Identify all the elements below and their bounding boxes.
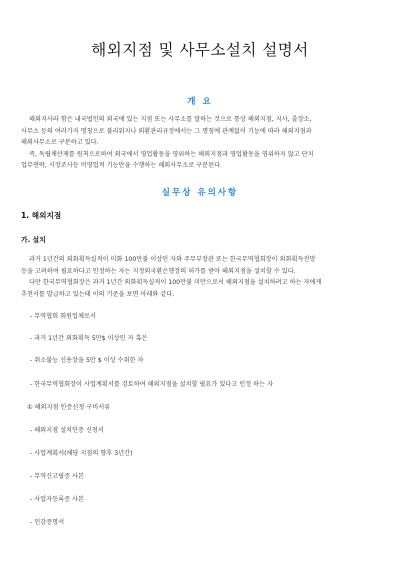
practical-heading: 실무상 유의사항	[161, 188, 239, 198]
required-documents-heading: ① 해외지점 인증신청 구비서류	[27, 404, 111, 411]
setup-paragraph	[21, 254, 381, 300]
setup-line: 다만 한국무역협회장은 과거 1년간 외화획득실적이 100만불 미만으로서 해외지점을 설치하려고 하는 자에게	[29, 279, 322, 286]
overview-paragraph	[21, 114, 381, 172]
overview-line: 즉, 독립채산제를 원칙으로하여 외국에서 영업활동을 영위하는 해외지점과 영업활동을 영위하지 않고 단지	[29, 150, 314, 158]
criteria-item: - 과거 1년간 외화획득 5만$ 이상인 자 혹은	[30, 335, 148, 342]
subsection-heading-setup: 가. 설치	[21, 236, 46, 244]
overview-line: 해외지사라 함은 내국법인의 외국에 있는 지점 또는 사무소를 말하는 것으로 통상 해외지점, 지사, 출장소,	[29, 116, 312, 123]
setup-line: 추천서를 발급하고 있는데 이의 기준을 보면 아래와 같다.	[21, 290, 175, 298]
document-item: - 사업자등록증 사본	[30, 496, 84, 503]
criteria-item: - 취소불능 신용장을 5만 $ 이상 수취한 자	[30, 357, 144, 364]
section-heading-branch: 1. 해외지점	[21, 211, 62, 220]
overview-line: 해외사무소로 구분하고 있다.	[21, 139, 99, 146]
document-item: - 인감증명서	[30, 519, 65, 526]
criteria-item: - 한국무역협회장이 사업계획서를 검토하여 해외지점을 설치할 필요가 있다고 인정 하는 자	[30, 381, 274, 388]
overview-heading: 개 요	[187, 97, 213, 107]
overview-line: 사무소 등의 여러가지 명칭으로 불리워지나 외환관리규정에서는 그 명칭에 관계없이 기능에 따라 해외지점과	[21, 127, 312, 135]
setup-line: 등을 고려하여 필요하다고 인정하는 자는 지정외국환은행장의 허가를 받아 해외지점을 설치할 수 있다.	[21, 267, 296, 275]
overview-line: 업무연락, 시장조사등 비영업적 기능만을 수행하는 해외사무소로 구분된다.	[21, 162, 223, 169]
document-title: 해외지점 및 사무소설치 설명서	[91, 41, 309, 59]
criteria-item: - 무역협회 회원업체로서	[30, 313, 96, 320]
document-item: - 해외지점 설치인증 신청서	[30, 427, 104, 434]
document-item: - 무역신고필증 사본	[30, 473, 84, 480]
setup-line: 과거 1년간의 외화획득실적이 미화 100만불 이상인 자와 주무부장관 또는 한국무역협회장이 외화획득전망	[29, 256, 316, 263]
document-item: - 사업계획서(해당 지점의 향후 3년간)	[30, 450, 133, 457]
